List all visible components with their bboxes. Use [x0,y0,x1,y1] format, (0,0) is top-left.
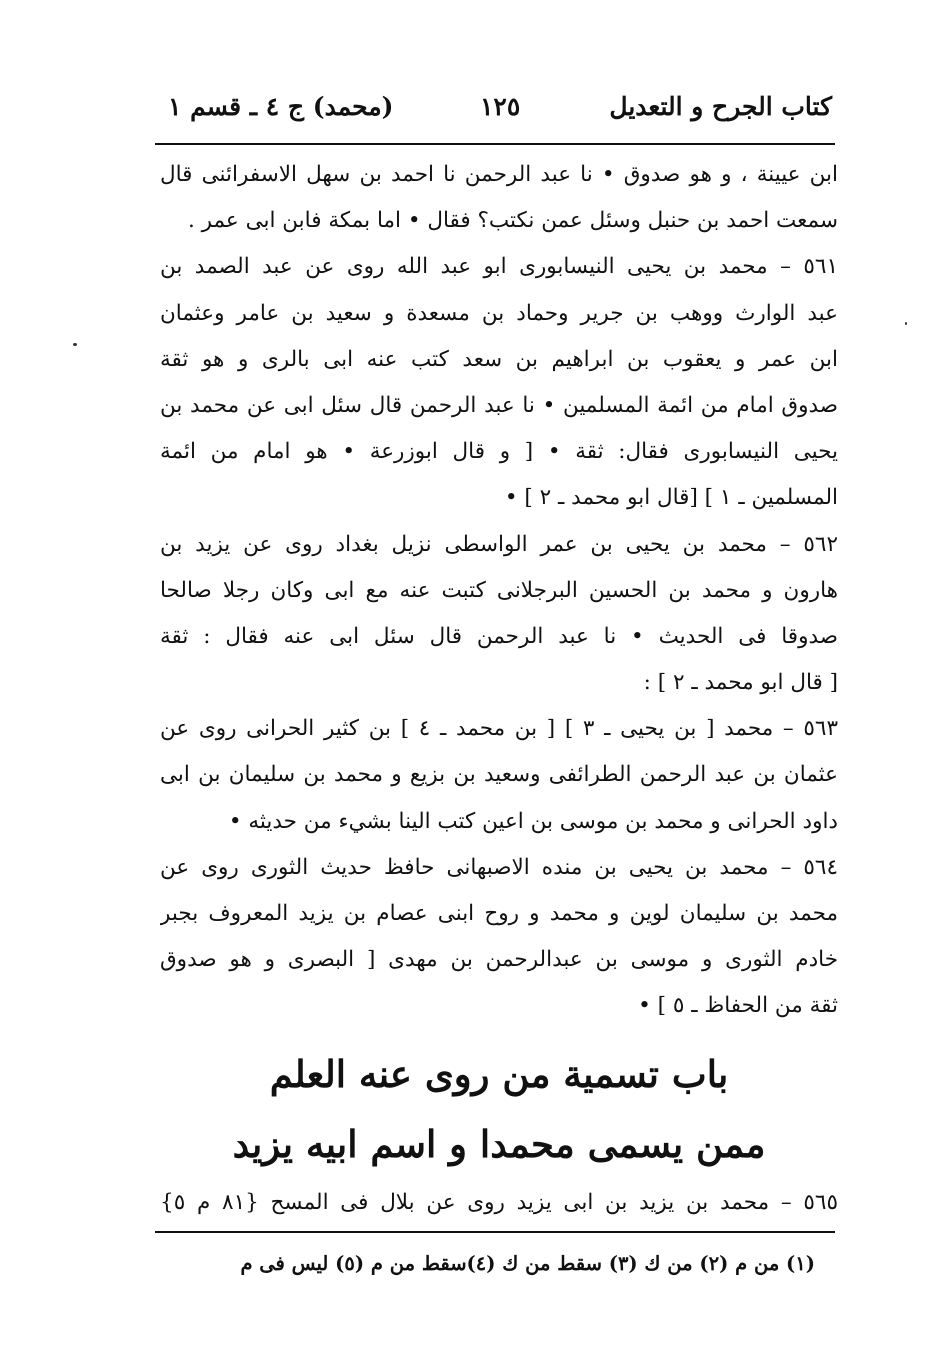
main-text [160,152,838,1030]
text-line: يحيى النيسابورى فقال: ثقة • [ و قال ابوزرعة • هو امام من ائمة [160,439,838,465]
text-line: ٥٦٢ – محمد بن يحيى بن عمر الواسطى نزيل بغداد روى عن يزيد بن [160,531,838,557]
text-line: ٥٦١ – محمد بن يحيى النيسابورى ابو عبد الله روى عن عبد الصمد بن [160,254,838,280]
text-line: خادم الثورى و موسى بن عبدالرحمن بن مهدى [ البصرى و هو صدوق [160,947,838,973]
text-line: ثقة من الحفاظ ـ ٥ ] • [638,993,838,1019]
header-rule [155,143,835,145]
footnote-rule [155,1231,835,1233]
entry-565: ٥٦٥ – محمد بن يزيد بن ابى يزيد روى عن بلال فى المسح {٨١ م ٥} [160,1190,838,1215]
chapter-heading-line-2: ممن يسمى محمدا و اسم ابيه يزيد [232,1122,766,1166]
book-title: كتاب الجرح و التعديل [609,92,832,121]
text-line: صدوقا فى الحديث • نا عبد الرحمن قال سئل ابى عنه فقال : ثقة [160,623,838,649]
text-line: عثمان بن عبد الرحمن الطرائفى وسعيد بن بزيع و محمد بن سليمان بن ابى [160,762,838,788]
volume-label: (محمد) ج ٤ ـ قسم ١ [168,92,394,121]
chapter-heading-line-1: باب تسمية من روى عنه العلم [269,1052,729,1096]
text-line: هارون و محمد بن الحسين البرجلانى كتبت عنه مع ابى وكان رجلا صالحا [160,577,838,603]
text-line: المسلمين ـ ١ ] [قال ابو محمد ـ ٢ ] • [504,485,838,511]
text-line: [ قال ابو محمد ـ ٢ ] : [643,670,838,696]
text-line: ابن عمر و يعقوب بن ابراهيم بن سعد كتب عنه ابى بالرى و هو ثقة [160,346,838,372]
footnotes: (١) من م (٢) من ك (٣) سقط من ك (٤)سقط من م (٥) ليس فى م [240,1252,815,1275]
text-line: عبد الوارث ووهب بن جرير وحماد بن مسعدة و سعيد بن عامر وعثمان [160,300,838,326]
text-line: صدوق امام من ائمة المسلمين • نا عبد الرحمن قال سئل ابى عن محمد بن [160,392,838,418]
text-line: ٥٦٣ – محمد [ بن يحيى ـ ٣ ] [ بن محمد ـ ٤ ] بن كثير الحرانى روى عن [160,716,838,742]
text-line: ابن عيينة ، و هو صدوق • نا عبد الرحمن نا احمد بن سهل الاسفرائنى قال [160,162,838,187]
page-number: ١٢٥ [480,92,521,121]
scan-speck [905,322,907,325]
text-line: سمعت احمد بن حنبل وسئل عمن نكتب؟ فقال • اما بمكة فابن ابى عمر . [187,208,838,234]
running-header [160,92,832,136]
scan-speck [73,343,77,346]
text-line: داود الحرانى و محمد بن موسى بن اعين كتب الينا بشيء من حديثه • [228,808,838,834]
text-line: محمد بن سليمان لوين و محمد و روح ابنى عصام بن يزيد المعروف بجبر [160,901,838,926]
text-line: ٥٦٤ – محمد بن يحيى بن منده الاصبهانى حافظ حديث الثورى روى عن [160,854,838,880]
